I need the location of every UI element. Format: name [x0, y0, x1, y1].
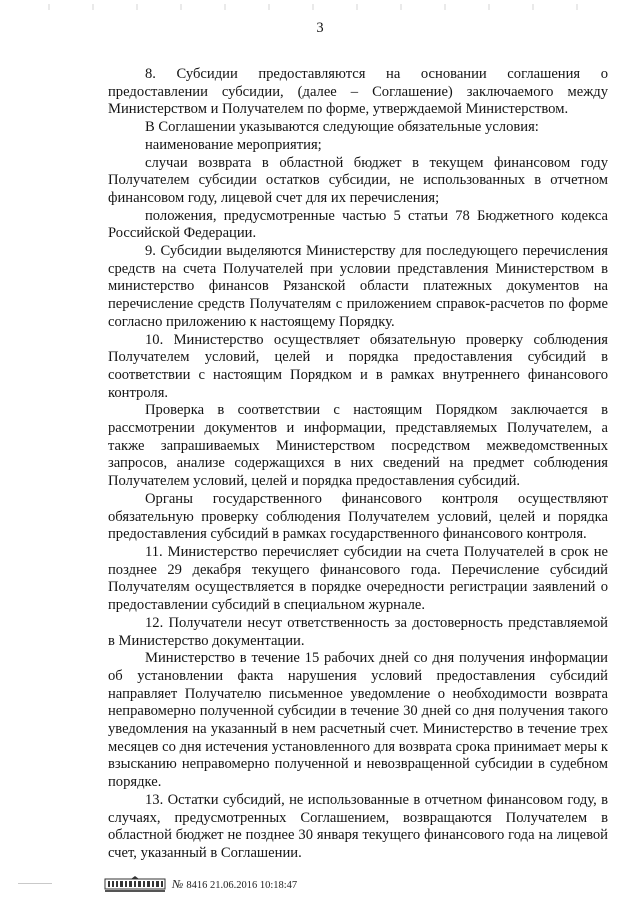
paragraph-control-bodies: Органы государственного финансового контроля осуществляют обязательную проверку соблюдения Получателем условий, целей и порядка предоставления субсидий в рамках государственного финансового контроля.	[108, 490, 608, 543]
paragraph-conditions-intro: В Соглашении указываются следующие обязательные условия:	[145, 119, 539, 136]
paragraph-check: Проверка в соответствии с настоящим Порядком заключается в рассмотрении документов и информации, представляемых Получателем, а также запрашиваемых Министерством посредством межведомственных запросов, анализе содержащихся в них сведений на предмет соблюдения Получателем условий, целей и порядка предоставления субсидий.	[108, 402, 608, 490]
registration-stamp-text	[172, 877, 297, 892]
paragraph-9: 9. Субсидии выделяются Министерству для последующего перечисления средств на счета Получателей при условии представления Министерством в министерство финансов Рязанской области платежных документов на перечисление средств Получателям с приложением справок-расчетов по форме согласно приложению к настоящему Порядку.	[108, 243, 608, 330]
paragraph-10: 10. Министерство осуществляет обязательную проверку соблюдения Получателем условий, целей и порядка предоставления субсидий в соответствии с настоящим Порядком и в рамках внутреннего финансового контроля.	[108, 331, 608, 401]
registry-stamp-icon	[104, 876, 166, 893]
paragraph-condition-code: положения, предусмотренные частью 5 статьи 78 Бюджетного кодекса Российской Федерации.	[108, 207, 608, 242]
document-body	[108, 66, 608, 863]
paragraph-8: 8. Субсидии предоставляются на основании соглашения о предоставлении субсидии, (далее – Соглашение) заключаемого между Министерством и Получателем по форме, утверждаемой Министерством.	[108, 66, 608, 118]
paragraph-11: 11. Министерство перечисляет субсидии на счета Получателей в срок не позднее 29 декабря текущего финансового года. Перечисление субсидий Получателям осуществляется в порядке очередности регистрации заявлений о предоставлении субсидий в специальном журнале.	[108, 543, 608, 614]
paragraph-12: 12. Получатели несут ответственность за достоверность представляемой в Министерство документации.	[108, 614, 608, 649]
scan-artifact	[30, 4, 620, 10]
scan-mark	[18, 883, 52, 884]
registration-footer	[104, 874, 297, 894]
number-sign: №	[172, 876, 184, 891]
paragraph-13: 13. Остатки субсидий, не использованные в отчетном финансовом году, в случаях, предусмотренных Соглашением, возвращаются Получателем в областной бюджет не позднее 30 января текущего финансового года на лицевой счет, указанный в Соглашении.	[108, 791, 608, 861]
paragraph-ministry-notice: Министерство в течение 15 рабочих дней со дня получения информации об установлении факта нарушения условий предоставления субсидий направляет Получателю письменное уведомление о необходимости возврата неправомерно полученной субсидии в течение 30 дней со дня получения такого уведомления на указанный в нем расчетный счет. Министерство в течение трех месяцев со дня истечения установленного для возврата срока принимает меры к взысканию неправомерно полученной и невозвращенной субсидии в судебном порядке.	[108, 650, 608, 791]
paragraph-condition-name: наименование мероприятия;	[145, 136, 322, 153]
page-number: 3	[316, 20, 324, 36]
paragraph-condition-return: случаи возврата в областной бюджет в текущем финансовом году Получателем субсидии остатков субсидии, не использованных в отчетном финансовом году, лицевой счет для их перечисления;	[108, 154, 608, 206]
registration-info: 8416 21.06.2016 10:18:47	[186, 879, 298, 891]
